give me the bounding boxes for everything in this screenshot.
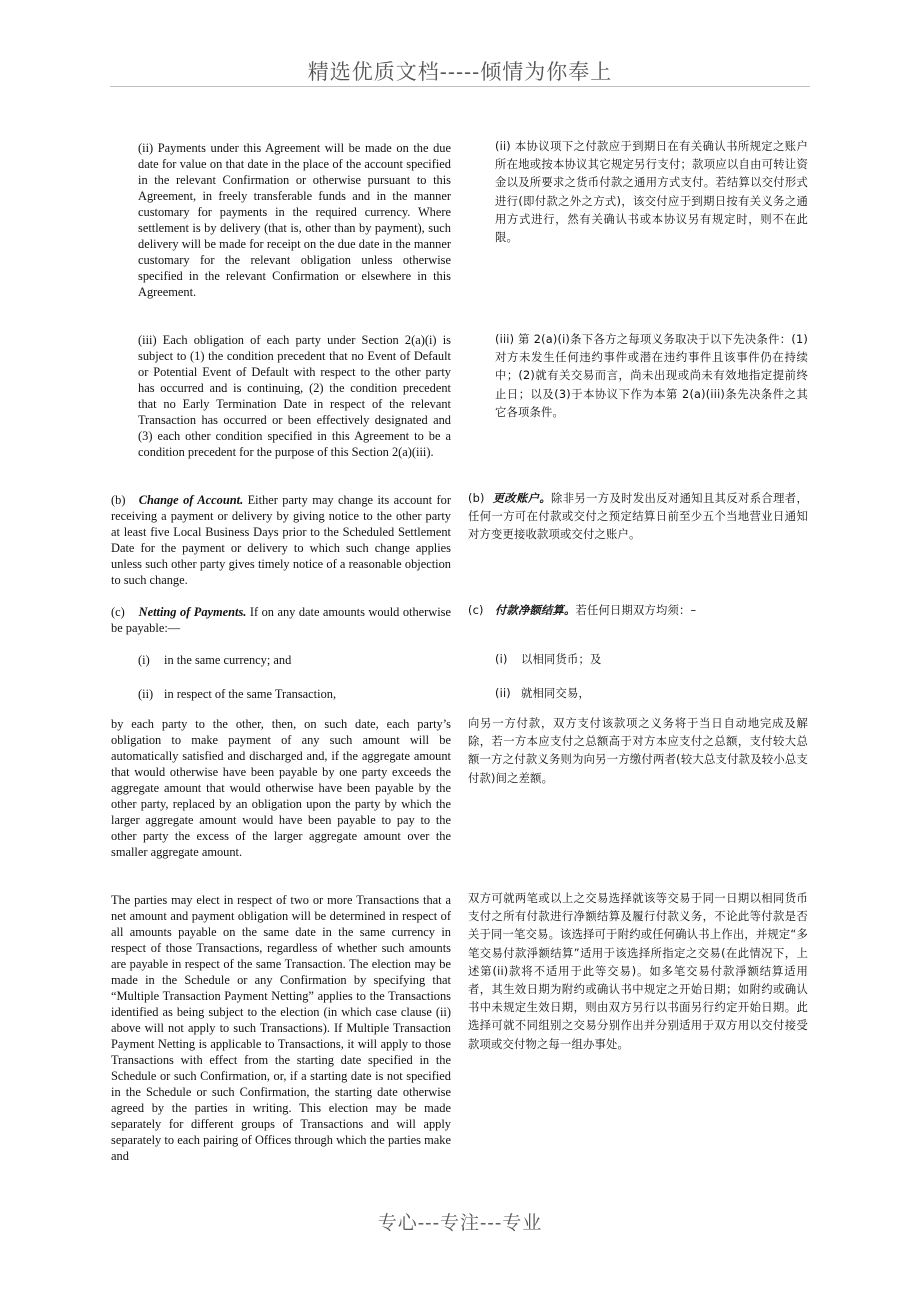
item-ii-text-zh: 就相同交易，	[521, 687, 590, 700]
clause-c-english	[111, 604, 451, 636]
clause-c-number: (c)	[111, 605, 125, 619]
clause-b-body-zh: 除非另一方及时发出反对通知且其反对系合理者，任何一方可在付款或交付之预定结算日前至少五个当地营业日通知对方变更接收款项或交付之账户。	[468, 492, 808, 542]
page-header: 精选优质文档-----倾情为你奉上	[307, 60, 613, 84]
clause-b-body: Either party may change its account for receiving a payment or delivery by giving notice to the other party at least five Local Business Days prior to the Scheduled Settlement Date for the payment or delivery to which such change applies unless such other party gives timely notice of a reasonable objection to such change.	[111, 493, 451, 587]
item-i-text-zh: 以相同货币；及	[521, 653, 602, 666]
item-i-text: in the same currency; and	[164, 653, 292, 667]
clause-b-chinese	[468, 490, 808, 545]
clause-b-title-zh: 更改账户。	[492, 492, 552, 505]
header-divider	[110, 86, 810, 87]
clause-b-number: (b)	[111, 493, 126, 507]
clause-c-body: If on any date amounts would otherwise be payable:—	[111, 605, 451, 635]
clause-c-title: Netting of Payments.	[138, 605, 247, 619]
page-footer: 专心---专注---专业	[377, 1212, 543, 1234]
clause-ii-english: (ii) Payments under this Agreement will be made on the due date for value on that date in the place of the account specified in the relevant Confirmation or otherwise pursuant to this Agreement, in freely transferable funds and in the manner customary for payments in the required currency. Where settlement is by delivery (that is, other than by payment), such delivery will be made for receipt on the due date in the manner customary for the relevant obligation unless otherwise specified in the relevant Confirmation or elsewhere in this Agreement.	[138, 141, 451, 299]
item-ii-number-zh: (ii)	[495, 687, 511, 700]
netting-result-chinese: 向另一方付款，双方支付该款项之义务将于当日自动地完成及解除，若一方本应支付之总额高于对方本应支付之总额，支付较大总额一方之付款义务则为向另一方缴付两者(较大总支付款及较小总支付款)间之差额。	[468, 717, 808, 785]
clause-iii-chinese: (iii) 第 2(a)(i)条下各方之每项义务取决于以下先决条件：(1)对方未发生任何违约事件或潜在违约事件且该事件仍在持续中；(2)就有关交易而言，尚未出现或尚未有效地指定提前终止日；以及(3)于本协议下作为本第 2(a)(iii)条先决条件之其它各项条件。	[495, 333, 808, 419]
clause-c-number-zh: (c)	[468, 604, 484, 617]
item-i-number: (i)	[138, 653, 150, 667]
netting-result-english: by each party to the other, then, on such date, each party’s obligation to make payment of any such amount will be automatically satisfied and discharged and, if the aggregate amount that would otherwise have been payable by one party exceeds the aggregate amount that would otherwise have been payable by the other party, replaced by an obligation upon the party by which the larger aggregate amount would have been payable to pay to the other party the excess of the larger aggregate amount over the smaller aggregate amount.	[111, 717, 451, 859]
clause-ii-chinese: (ii) 本协议项下之付款应于到期日在有关确认书所规定之账户所在地或按本协议其它规定另行支付；款项应以自由可转让资金以及所要求之货币付款之通用方式支付。若结算以交付形式进行(即付款之外之方式)，该交付应于到期日按有关义务之通用方式进行，然有关确认书或本协议另有规定时，则不在此限。	[495, 140, 808, 245]
clause-c-chinese	[468, 602, 808, 620]
item-i-number-zh: (i)	[495, 653, 508, 666]
clause-b-english	[111, 492, 451, 588]
item-ii-number: (ii)	[138, 687, 154, 701]
clause-c-i-english	[138, 652, 451, 668]
clause-c-ii-chinese	[495, 685, 590, 703]
clause-c-title-zh: 付款净额结算。	[495, 604, 576, 617]
item-ii-text: in respect of the same Transaction,	[164, 687, 337, 701]
clause-c-body-zh: 若任何日期双方均须：–	[575, 604, 697, 617]
multiple-transaction-netting-english: The parties may elect in respect of two or more Transactions that a net amount and payment obligation will be determined in respect of all amounts payable on the same date in the same currency in respect of those Transactions, regardless of whether such amounts are payable in respect of the same Transaction. The election may be made in the Schedule or any Confirmation by specifying that “Multiple Transaction Payment Netting” applies to the Transactions identified as being subject to the election (in which case clause (ii) above will not apply to such Transactions). If Multiple Transaction Payment Netting is applicable to Transactions, it will apply to those Transactions with effect from the starting date specified in the Schedule or such Confirmation, or, if a starting date is not specified in the Schedule or such Confirmation, the starting date otherwise agreed by the parties in writing. This election may be made separately for different groups of Transactions and will apply separately to each pairing of Offices through which the parties make and	[111, 893, 451, 1163]
clause-c-i-chinese	[495, 651, 601, 669]
clause-b-title: Change of Account.	[138, 493, 244, 507]
clause-c-ii-english	[138, 686, 451, 702]
clause-b-number-zh: (b)	[468, 492, 485, 505]
clause-iii-english: (iii) Each obligation of each party under Section 2(a)(i) is subject to (1) the condition precedent that no Event of Default or Potential Event of Default with respect to the other party has occurred and is continuing, (2) the condition precedent that no Early Termination Date in respect of the relevant Transaction has occurred or been effectively designated and (3) each other condition specified in this Agreement to be a condition precedent for the purpose of this Section 2(a)(iii).	[138, 333, 451, 459]
multiple-transaction-netting-chinese: 双方可就两笔或以上之交易选择就该等交易于同一日期以相同货币支付之所有付款进行净额结算及履行付款义务，不论此等付款是否关于同一笔交易。该选择可于附约或任何确认书上作出，并规定“多笔交易付款淨额结算”适用于该选择所指定之交易(在此情况下，上述第(ii)款将不适用于此等交易)。如多笔交易付款淨额结算适用者，其生效日期为附约或确认书中规定之开始日期；如附约或确认书中未规定生效日期，则由双方另行以书面另行约定开始日期。此选择可就不同组别之交易分别作出并分别适用于双方用以交付接受款项或交付物之每一组办事处。	[468, 892, 808, 1051]
